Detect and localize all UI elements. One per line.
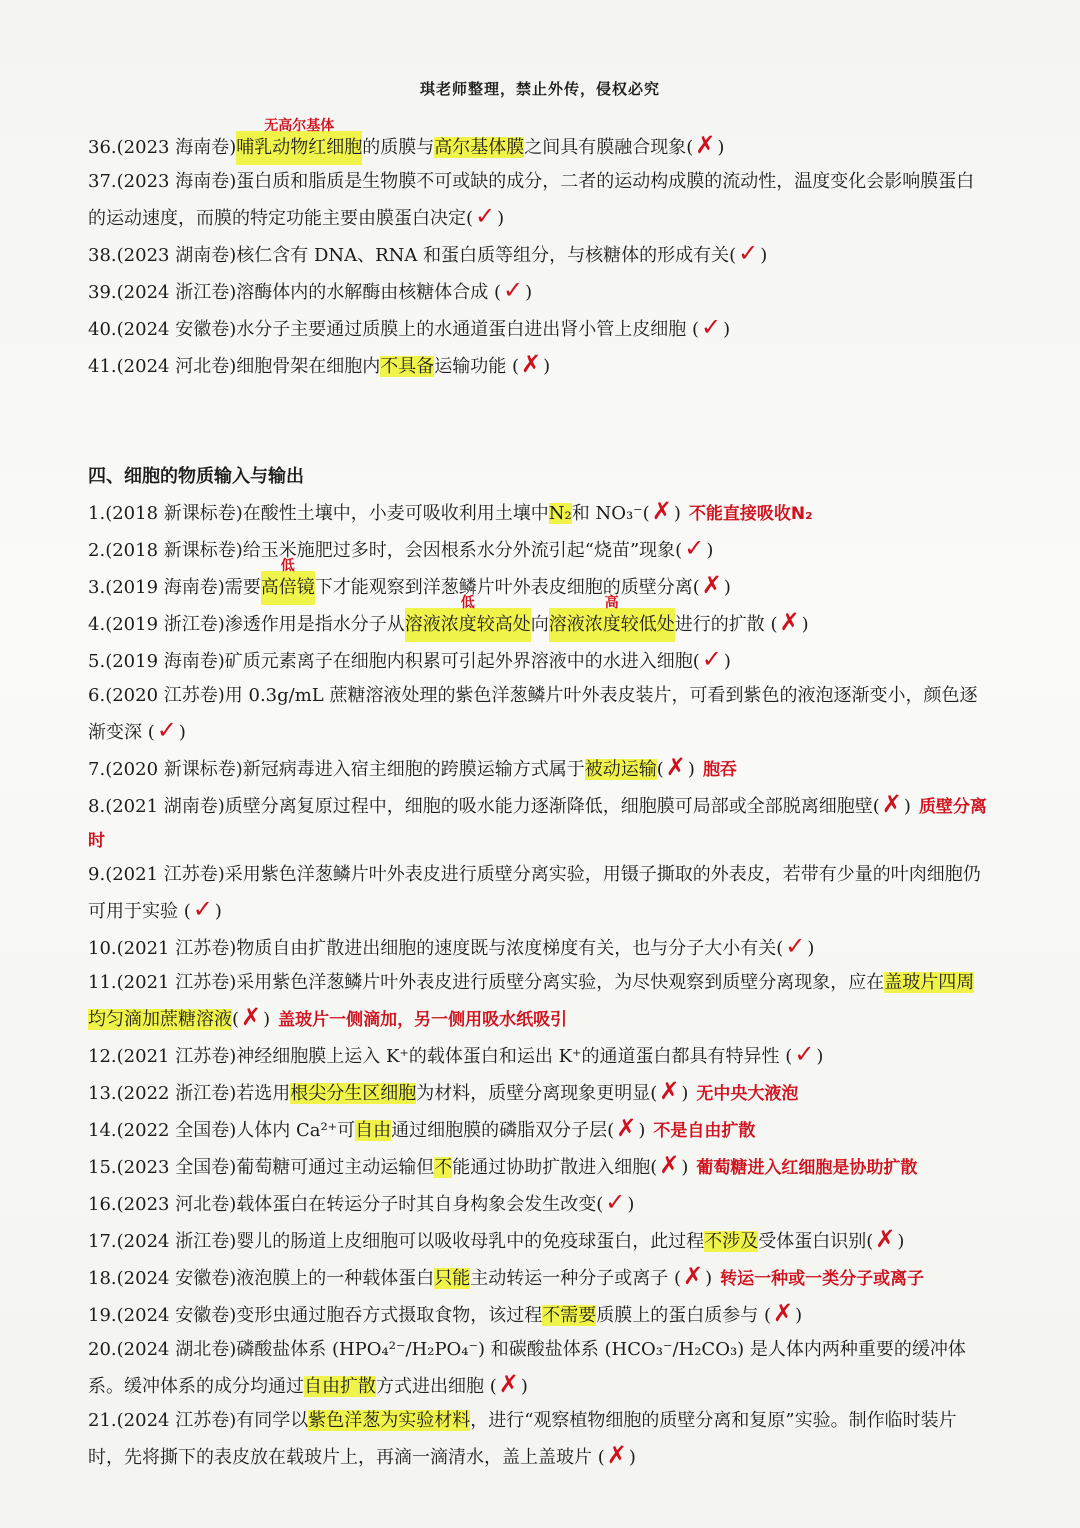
question-s10: 10.(2021 江苏卷)物质自由扩散进出细胞的速度既与浓度梯度有关，也与分子大小有关(✓ ) <box>88 932 815 960</box>
correct-mark-icon: ✓ <box>738 239 759 267</box>
handwritten-note: 不是自由扩散 <box>653 1121 756 1141</box>
question-s11: 11.(2021 江苏卷)采用紫色洋葱鳞片叶外表皮进行质壁分离实验，为尽快观察到质壁分离现象，应在盖玻片四周均匀滴加蔗糖溶液(✗ ) 盖玻片一侧滴加，另一侧用吸水纸吸引 <box>88 972 975 1031</box>
highlight: 根尖分生区细胞 <box>290 1083 417 1104</box>
correct-mark-icon: ✓ <box>700 313 722 341</box>
question-source: (2023 海南卷) <box>116 137 237 158</box>
page-header: 琪老师整理，禁止外传，侵权必究 <box>419 80 660 98</box>
wrong-mark-icon: ✗ <box>881 790 902 818</box>
handwritten-note: 转运一种或一类分子或离子 <box>720 1269 925 1289</box>
handwritten-note: 低 <box>460 595 475 611</box>
correct-mark-icon: ✓ <box>684 534 705 562</box>
highlight: 不需要 <box>542 1305 597 1326</box>
question-s12: 12.(2021 江苏卷)神经细胞膜上运入 K⁺的载体蛋白和运出 K⁺的通道蛋白都具有特异性 (✓ ) <box>88 1040 824 1068</box>
question-s3: 3.(2019 海南卷)需要高倍镜 低 下才能观察到洋葱鳞片叶外表皮细胞的质壁分离(✗ ) <box>88 568 988 605</box>
highlight: 盖玻片四周均匀滴加蔗糖溶液 <box>88 972 975 1030</box>
highlight: 只能 <box>434 1268 471 1289</box>
wrong-mark-icon: ✗ <box>241 1003 262 1031</box>
question-s5: 5.(2019 海南卷)矿质元素离子在细胞内积累可引起外界溶液中的水进入细胞(✓ ) <box>88 645 731 673</box>
wrong-mark-icon: ✗ <box>665 753 686 781</box>
question-list <box>88 118 988 1475</box>
question-39: 39.(2024 浙江卷)溶酶体内的水解酶由核糖体合成 (✓ ) <box>88 276 533 304</box>
highlight: 自由 <box>355 1120 392 1141</box>
question-41: 41.(2024 河北卷)细胞骨架在细胞内不具备运输功能 (✗ ) <box>88 350 551 378</box>
highlight: 不涉及 <box>704 1231 759 1252</box>
highlight: 高倍镜 低 <box>261 571 315 605</box>
question-s9: 9.(2021 江苏卷)采用紫色洋葱鳞片叶外表皮进行质壁分离实验，用镊子撕取的外表皮，若带有少量的叶肉细胞仍可用于实验 (✓ ) <box>88 864 981 923</box>
correct-mark-icon: ✓ <box>192 895 213 923</box>
wrong-mark-icon: ✗ <box>651 497 672 525</box>
wrong-mark-icon: ✗ <box>701 571 722 599</box>
question-s8: 8.(2021 湖南卷)质壁分离复原过程中，细胞的吸水能力逐渐降低，细胞膜可局部或全部脱离细胞壁(✗ ) 质壁分离时 <box>88 790 987 851</box>
handwritten-note: 胞吞 <box>702 760 737 780</box>
handwritten-note: 盖玻片一侧滴加，另一侧用吸水纸吸引 <box>278 1010 568 1030</box>
handwritten-note: 葡萄糖进入红细胞是协助扩散 <box>696 1158 918 1178</box>
highlight: 不具备 <box>380 356 435 377</box>
wrong-mark-icon: ✗ <box>659 1077 680 1105</box>
correct-mark-icon: ✓ <box>502 276 524 304</box>
handwritten-note: 不能直接吸收N₂ <box>688 504 813 524</box>
correct-mark-icon: ✓ <box>605 1188 626 1216</box>
wrong-mark-icon: ✗ <box>498 1370 519 1398</box>
question-s20: 20.(2024 湖北卷)磷酸盐体系 (HPO₄²⁻/H₂PO₄⁻) 和碳酸盐体系 (HCO₃⁻/H₂CO₃) 是人体内两种重要的缓冲体系。缓冲体系的成分均通过自由扩散方式进出细胞 (✗ ) <box>88 1339 966 1398</box>
wrong-mark-icon: ✗ <box>659 1151 680 1179</box>
wrong-mark-icon: ✗ <box>606 1441 627 1469</box>
question-s17: 17.(2024 浙江卷)婴儿的肠道上皮细胞可以吸收母乳中的免疫球蛋白，此过程不涉及受体蛋白识别(✗ ) <box>88 1225 905 1253</box>
handwritten-note: 质壁分离时 <box>88 797 987 851</box>
question-s19: 19.(2024 安徽卷)变形虫通过胞吞方式摄取食物，该过程不需要质膜上的蛋白质参与 (✗ ) <box>88 1299 803 1327</box>
question-37: 37.(2023 海南卷)蛋白质和脂质是生物膜不可或缺的成分，二者的运动构成膜的流动性，温度变化会影响膜蛋白的运动速度，而膜的特定功能主要由膜蛋白决定(✓ ) <box>88 171 975 230</box>
correct-mark-icon: ✓ <box>701 645 722 673</box>
highlight: 被动运输 <box>584 759 657 780</box>
wrong-mark-icon: ✗ <box>875 1225 896 1253</box>
handwritten-note: 无中央大液泡 <box>696 1084 799 1104</box>
highlight: N₂ <box>548 503 572 524</box>
correct-mark-icon: ✓ <box>156 716 177 744</box>
question-s18: 18.(2024 安徽卷)液泡膜上的一种载体蛋白只能主动转运一种分子或离子 (✗ ) 转运一种或一类分子或离子 <box>88 1262 925 1290</box>
highlight: 自由扩散 <box>304 1376 376 1397</box>
wrong-mark-icon: ✗ <box>520 350 542 378</box>
question-38: 38.(2023 湖南卷)核仁含有 DNA、RNA 和蛋白质等组分，与核糖体的形成有关(✓ ) <box>88 239 768 267</box>
question-s13: 13.(2022 浙江卷)若选用根尖分生区细胞为材料，质壁分离现象更明显(✗ ) 无中央大液泡 <box>88 1077 799 1105</box>
question-s14: 14.(2022 全国卷)人体内 Ca²⁺可自由通过细胞膜的磷脂双分子层(✗ ) 不是自由扩散 <box>88 1114 756 1142</box>
question-s1: 1.(2018 新课标卷)在酸性土壤中，小麦可吸收利用土壤中N₂和 NO₃⁻(✗ ) 不能直接吸收N₂ <box>88 497 813 525</box>
highlight: 高尔基体膜 <box>434 137 525 158</box>
correct-mark-icon: ✓ <box>475 202 496 230</box>
handwritten-note: 无高尔基体 <box>264 118 335 134</box>
handwritten-note: 高 <box>604 595 619 611</box>
question-40: 40.(2024 安徽卷)水分子主要通过质膜上的水通道蛋白进出肾小管上皮细胞 (✓ ) <box>88 313 731 341</box>
section-title: 四、细胞的物质输入与输出 <box>88 466 304 487</box>
highlight: 不 <box>434 1157 453 1178</box>
handwritten-note: 低 <box>280 558 295 574</box>
wrong-mark-icon: ✗ <box>779 608 800 636</box>
wrong-mark-icon: ✗ <box>682 1262 704 1290</box>
question-number: 36. <box>88 137 117 158</box>
highlight: 紫色洋葱为实验材料 <box>308 1410 471 1431</box>
correct-mark-icon: ✓ <box>794 1040 815 1068</box>
highlight: 哺乳动物红细胞 无高尔基体 <box>236 131 362 165</box>
question-36: 36.(2023 海南卷)哺乳动物红细胞 无高尔基体 的质膜与高尔基体膜之间具有膜融合现象(✗ ) <box>88 128 988 165</box>
question-s21: 21.(2024 江苏卷)有同学以紫色洋葱为实验材料，进行“观察植物细胞的质壁分离和复原”实验。制作临时装片时，先将撕下的表皮放在载玻片上，再滴一滴清水，盖上盖玻片 (✗ ) <box>88 1410 957 1469</box>
question-s15: 15.(2023 全国卷)葡萄糖可通过主动运输但不能通过协助扩散进入细胞(✗ ) 葡萄糖进入红细胞是协助扩散 <box>88 1151 918 1179</box>
correct-mark-icon: ✓ <box>785 932 806 960</box>
highlight: 溶液浓度较低处 高 <box>549 608 675 642</box>
question-s16: 16.(2023 河北卷)载体蛋白在转运分子时其自身构象会发生改变(✓ ) <box>88 1188 635 1216</box>
question-s6: 6.(2020 江苏卷)用 0.3g/mL 蔗糖溶液处理的紫色洋葱鳞片叶外表皮装片，可看到紫色的液泡逐渐变小，颜色逐渐变深 (✓ ) <box>88 685 978 744</box>
wrong-mark-icon: ✗ <box>772 1299 794 1327</box>
question-s2: 2.(2018 新课标卷)给玉米施肥过多时，会因根系水分外流引起“烧苗”现象(✓ ) <box>88 534 714 562</box>
highlight: 溶液浓度较高处 低 <box>405 608 531 642</box>
question-s7: 7.(2020 新课标卷)新冠病毒进入宿主细胞的跨膜运输方式属于被动运输(✗ ) 胞吞 <box>88 753 737 781</box>
wrong-mark-icon: ✗ <box>695 131 716 159</box>
wrong-mark-icon: ✗ <box>616 1114 637 1142</box>
question-s4: 4.(2019 浙江卷)渗透作用是指水分子从溶液浓度较高处 低 向溶液浓度较低处 高 进行的扩散 (✗ ) <box>88 605 988 642</box>
